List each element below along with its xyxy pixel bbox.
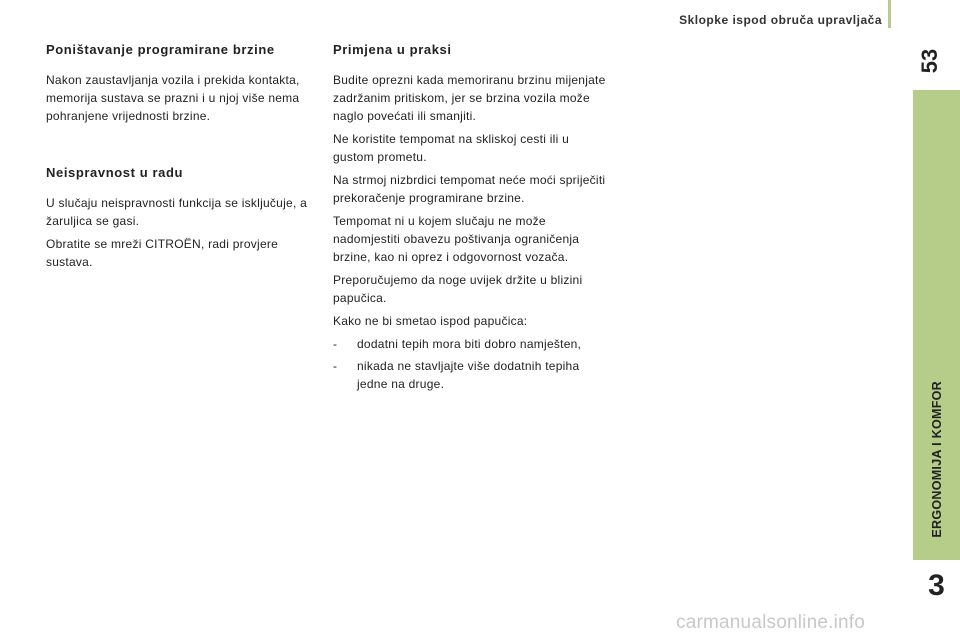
bullet-dash: - [333,359,338,373]
paragraph: Na strmoj nizbrdici tempomat neće moći spriječiti prekoračenje programirane brzine. [333,173,606,205]
paragraph: U slučaju neispravnosti funkcija se isključuje, a žaruljica se gasi. [46,196,308,228]
left-column [46,42,320,276]
running-header-title: Sklopke ispod obruča upravljača [679,13,882,27]
section-heading: Poništavanje programirane brzine [46,42,275,57]
section-cancel-programmed-speed [46,42,320,125]
paragraph: Nakon zaustavljanja vozila i prekida kontakta, memorija sustava se prazni i u njoj više nema pohranjene vrijednosti brzine. [46,73,300,123]
paragraph: Budite oprezni kada memoriranu brzinu mijenjate zadržanim pritiskom, jer se brzina vozila može naglo povećati ili smanjiti. [333,73,606,123]
chapter-number: 3 [928,569,945,602]
section-malfunction [46,165,320,271]
page-number: 53 [916,48,942,74]
right-column [333,42,609,397]
section-heading: Primjena u praksi [333,42,452,57]
list-item-text: dodatni tepih mora biti dobro namješten, [357,337,582,351]
header-accent-rule [888,0,891,28]
paragraph: Tempomat ni u kojem slučaju ne može nadomjestiti obavezu poštivanja ograničenja brzine, kao ni oprez i odgovornost vozača. [333,214,580,264]
paragraph: Ne koristite tempomat na skliskoj cesti ili u gustom prometu. [333,132,569,164]
paragraph: Preporučujemo da noge uvijek držite u blizini papučica. [333,273,583,305]
bullet-list [333,335,609,393]
list-item [333,357,609,393]
paragraph: Obratite se mreži CITROËN, radi provjere sustava. [46,237,279,269]
bullet-dash: - [333,337,338,351]
section-heading: Neispravnost u radu [46,165,184,180]
list-item-text: nikada ne stavljajte više dodatnih tepiha jedne na druge. [357,359,580,391]
watermark-text: carmanualsonline.info [676,612,866,633]
list-item [333,335,609,353]
paragraph: Kako ne bi smetao ispod papučica: [333,314,528,328]
chapter-side-label: ERGONOMIJA I KOMFOR [929,381,944,538]
